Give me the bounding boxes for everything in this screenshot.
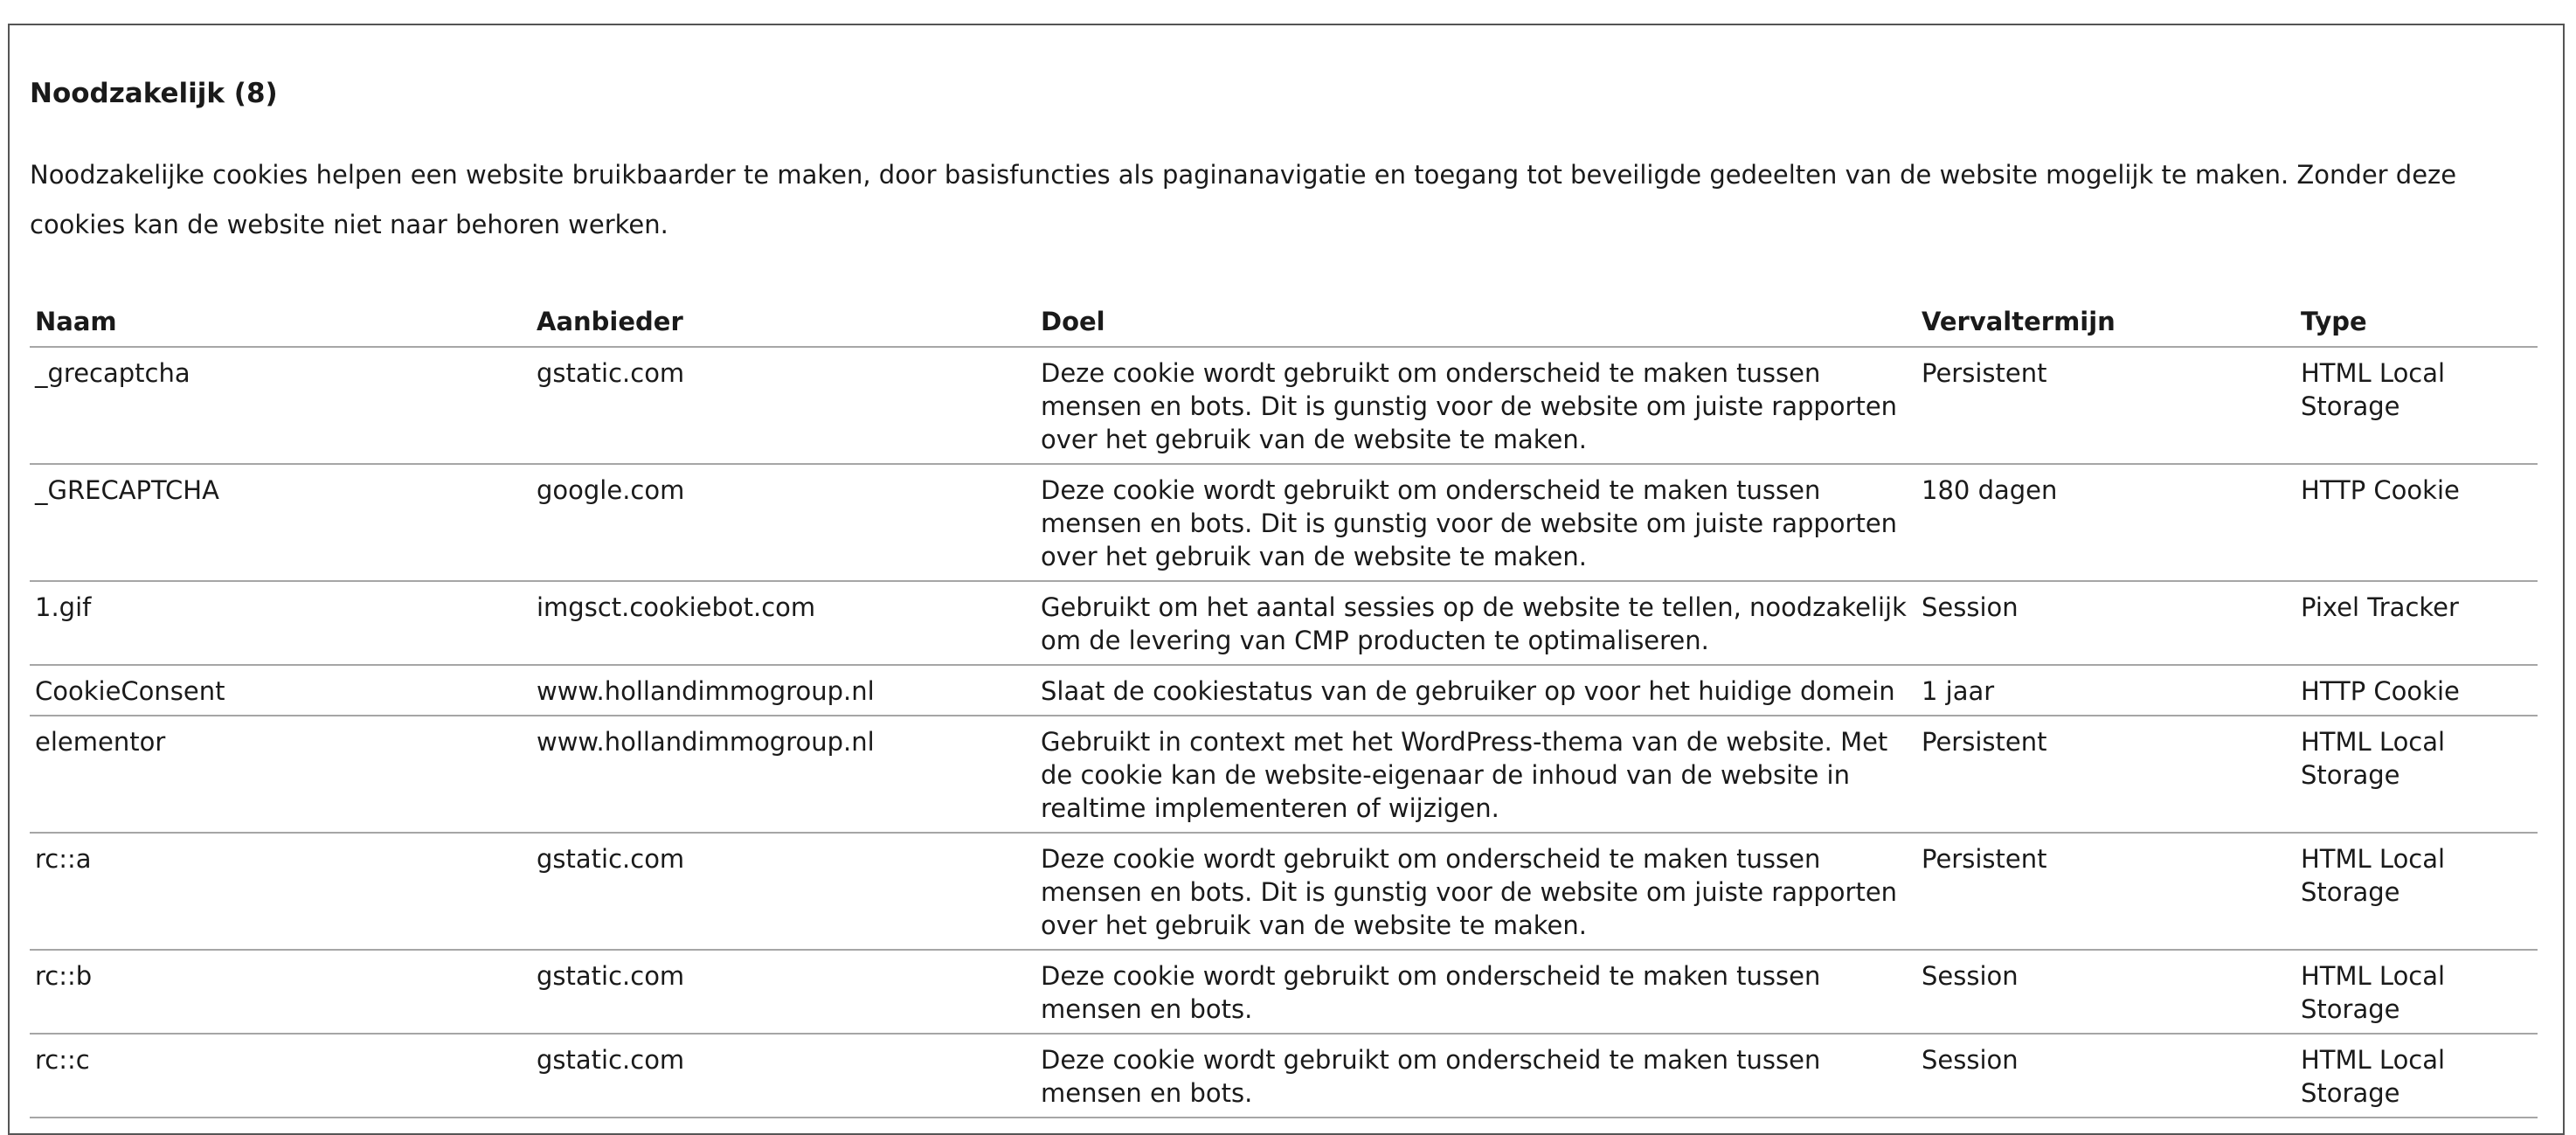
section-description: Noodzakelijke cookies helpen een website bruikbaarder te maken, door basisfuncties als paginanavigatie en toegang tot beveiligde gedeelten van de website mogelijk te maken. Zonder deze cookies kan de website niet naar behoren werken.: [30, 160, 2457, 239]
cookie-type: HTML Local Storage: [2296, 950, 2538, 1034]
table-row: [30, 716, 2538, 833]
column-header-expiry: Vervaltermijn: [1916, 296, 2296, 347]
cookie-purpose: Deze cookie wordt gebruikt om onderscheid te maken tussen mensen en bots. Dit is gunstig voor de website om juiste rapporten over het gebruik van de website te maken.: [1035, 464, 1916, 581]
cookie-purpose: Deze cookie wordt gebruikt om onderscheid te maken tussen mensen en bots. Dit is gunstig voor de website om juiste rapporten over het gebruik van de website te maken.: [1035, 347, 1916, 464]
cookie-purpose: Deze cookie wordt gebruikt om onderscheid te maken tussen mensen en bots. Dit is gunstig voor de website om juiste rapporten over het gebruik van de website te maken.: [1035, 833, 1916, 950]
cookie-provider: imgsct.cookiebot.com: [531, 581, 1035, 665]
cookie-provider: gstatic.com: [531, 833, 1035, 950]
cookie-purpose: Gebruikt om het aantal sessies op de website te tellen, noodzakelijk om de levering van CMP producten te optimaliseren.: [1035, 581, 1916, 665]
cookie-name: rc::c: [30, 1034, 531, 1118]
cookie-name: 1.gif: [30, 581, 531, 665]
cookie-table: [30, 296, 2538, 1118]
cookie-purpose: Deze cookie wordt gebruikt om onderscheid te maken tussen mensen en bots.: [1035, 950, 1916, 1034]
cookie-type: HTML Local Storage: [2296, 1034, 2538, 1118]
cookie-type: HTML Local Storage: [2296, 833, 2538, 950]
cookie-name: CookieConsent: [30, 665, 531, 716]
cookie-purpose: Slaat de cookiestatus van de gebruiker op voor het huidige domein: [1035, 665, 1916, 716]
cookie-name: rc::b: [30, 950, 531, 1034]
cookie-expiry: Persistent: [1916, 833, 2296, 950]
cookie-purpose: Gebruikt in context met het WordPress-thema van de website. Met de cookie kan de website-eigenaar de inhoud van de website in realtime implementeren of wijzigen.: [1035, 716, 1916, 833]
cookie-provider: gstatic.com: [531, 347, 1035, 464]
cookie-expiry: 180 dagen: [1916, 464, 2296, 581]
column-header-provider: Aanbieder: [531, 296, 1035, 347]
column-header-type: Type: [2296, 296, 2538, 347]
cookie-type: HTTP Cookie: [2296, 665, 2538, 716]
cookie-expiry: Persistent: [1916, 716, 2296, 833]
cookie-expiry: Session: [1916, 1034, 2296, 1118]
table-row: [30, 1034, 2538, 1118]
table-header-row: [30, 296, 2538, 347]
cookie-type: HTML Local Storage: [2296, 716, 2538, 833]
table-row: [30, 833, 2538, 950]
cookie-provider: www.hollandimmogroup.nl: [531, 716, 1035, 833]
cookie-provider: google.com: [531, 464, 1035, 581]
column-header-name: Naam: [30, 296, 531, 347]
cookie-type: Pixel Tracker: [2296, 581, 2538, 665]
table-row: [30, 464, 2538, 581]
cookie-category-panel: [8, 24, 2565, 1135]
table-row: [30, 347, 2538, 464]
table-row: [30, 665, 2538, 716]
table-row: [30, 950, 2538, 1034]
cookie-expiry: Session: [1916, 581, 2296, 665]
cookie-type: HTTP Cookie: [2296, 464, 2538, 581]
table-row: [30, 581, 2538, 665]
cookie-name: elementor: [30, 716, 531, 833]
cookie-expiry: Session: [1916, 950, 2296, 1034]
cookie-provider: gstatic.com: [531, 1034, 1035, 1118]
cookie-expiry: 1 jaar: [1916, 665, 2296, 716]
cookie-name: _GRECAPTCHA: [30, 464, 531, 581]
column-header-purpose: Doel: [1035, 296, 1916, 347]
cookie-provider: www.hollandimmogroup.nl: [531, 665, 1035, 716]
cookie-name: _grecaptcha: [30, 347, 531, 464]
cookie-type: HTML Local Storage: [2296, 347, 2538, 464]
cookie-provider: gstatic.com: [531, 950, 1035, 1034]
cookie-name: rc::a: [30, 833, 531, 950]
cookie-purpose: Deze cookie wordt gebruikt om onderscheid te maken tussen mensen en bots.: [1035, 1034, 1916, 1118]
cookie-expiry: Persistent: [1916, 347, 2296, 464]
section-title: Noodzakelijk (8): [30, 78, 278, 109]
